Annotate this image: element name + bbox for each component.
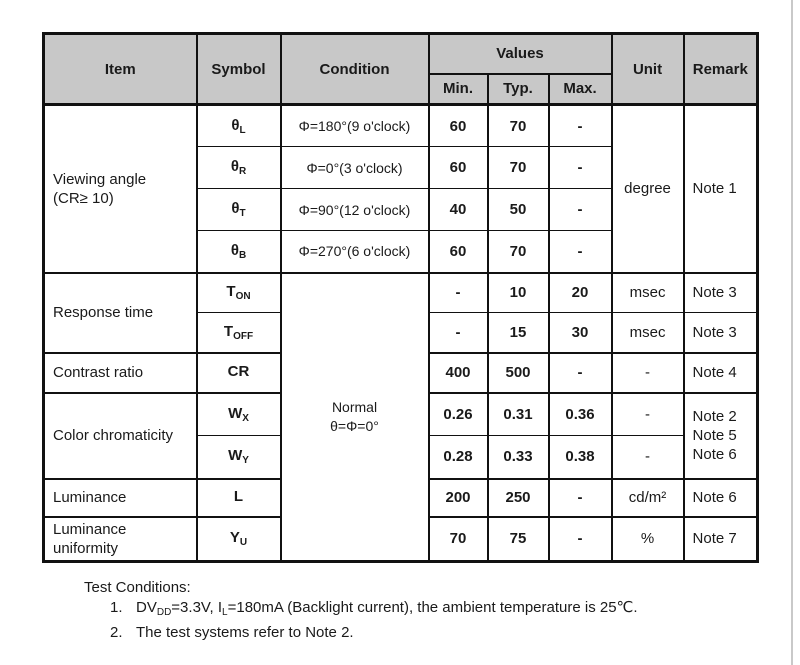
test-condition-2-text: The test systems refer to Note 2. [136, 624, 354, 641]
header-remark: Remark [684, 34, 758, 105]
test-condition-1-text [136, 598, 638, 623]
symbol-sub: Y [242, 455, 249, 467]
min-value: 60 [429, 105, 488, 147]
symbol-cell [197, 436, 281, 479]
min-value: 60 [429, 231, 488, 273]
max-value: 30 [549, 313, 612, 353]
symbol-main: T [226, 283, 236, 301]
symbol-cell [197, 273, 281, 313]
min-value: 70 [429, 517, 488, 562]
unit-viewing-angle: degree [612, 105, 684, 273]
item-viewing-angle-line1: Viewing angle [53, 170, 147, 188]
remark-line: Note 5 [692, 427, 737, 444]
header-typ: Typ. [488, 74, 549, 105]
header-values: Values [429, 34, 612, 74]
text-part: =3.3V, I [171, 599, 223, 616]
typ-value: 250 [488, 479, 549, 517]
typ-value: 70 [488, 231, 549, 273]
item-contrast-ratio: Contrast ratio [44, 353, 197, 393]
page-edge-line [791, 0, 793, 665]
item-line2: uniformity [53, 539, 119, 557]
item-viewing-angle-line2: (CR≥ 10) [53, 189, 114, 207]
unit-cell: msec [612, 273, 684, 313]
symbol-cell [197, 393, 281, 436]
typ-value: 500 [488, 353, 549, 393]
symbol-cell [197, 105, 281, 147]
typ-value: 70 [488, 147, 549, 189]
symbol-sub: R [238, 166, 247, 177]
max-value: - [549, 517, 612, 562]
symbol-main: L [233, 488, 244, 505]
symbol-sub: T [239, 208, 246, 219]
max-value: - [549, 189, 612, 231]
text-part: DV [136, 599, 157, 616]
item-luminance-uniformity [44, 517, 197, 562]
item-luminance: Luminance [44, 479, 197, 517]
symbol-sub: U [239, 537, 248, 548]
symbol-cell [197, 147, 281, 189]
symbol-cell [197, 479, 281, 517]
row-theta-l [44, 105, 758, 147]
text-part: =180mA (Backlight current), the ambient temperature is 25℃. [227, 599, 638, 616]
test-condition-1 [110, 598, 638, 623]
remark-viewing-angle: Note 1 [684, 105, 758, 273]
typ-value: 0.33 [488, 436, 549, 479]
symbol-sub: B [238, 249, 247, 261]
symbol-cell [197, 231, 281, 273]
min-value: - [429, 273, 488, 313]
symbol-sub: L [239, 124, 246, 136]
header-condition: Condition [281, 34, 429, 105]
unit-cell: cd/m² [612, 479, 684, 517]
symbol-sub: ON [235, 291, 251, 303]
typ-value: 50 [488, 189, 549, 231]
header-item: Item [44, 34, 197, 105]
condition-normal-line2: θ=Φ=0° [330, 417, 379, 434]
header-symbol: Symbol [197, 34, 281, 105]
unit-cell: msec [612, 313, 684, 353]
symbol-sub: OFF [233, 330, 254, 342]
condition-cell: Φ=270°(6 o'clock) [281, 231, 429, 273]
remark-cell: Note 6 [684, 479, 758, 517]
min-value: - [429, 313, 488, 353]
condition-cell: Φ=180°(9 o'clock) [281, 105, 429, 147]
min-value: 40 [429, 189, 488, 231]
remark-line: Note 2 [692, 408, 737, 425]
symbol-sub: X [242, 412, 249, 424]
test-condition-2-number: 2. [110, 624, 123, 641]
max-value: - [549, 479, 612, 517]
symbol-main: θ [231, 116, 240, 134]
min-value: 400 [429, 353, 488, 393]
symbol-cell [197, 189, 281, 231]
symbol-main: T [223, 322, 234, 340]
max-value: 0.36 [549, 393, 612, 436]
item-viewing-angle [44, 105, 197, 273]
typ-value: 0.31 [488, 393, 549, 436]
test-condition-1-number: 1. [110, 599, 123, 616]
typ-value: 10 [488, 273, 549, 313]
unit-cell: - [612, 393, 684, 436]
max-value: - [549, 353, 612, 393]
symbol-main: θ [231, 200, 240, 217]
test-conditions [84, 578, 638, 643]
condition-normal-line1: Normal [331, 398, 378, 415]
spec-table [42, 32, 759, 563]
condition-cell: Φ=0°(3 o'clock) [281, 147, 429, 189]
item-response-time: Response time [44, 273, 197, 353]
max-value: 20 [549, 273, 612, 313]
row-t-on [44, 273, 758, 313]
item-line1: Luminance [53, 520, 127, 538]
typ-value: 75 [488, 517, 549, 562]
symbol-main: W [228, 404, 243, 422]
header-row-1 [44, 34, 758, 74]
max-value: - [549, 105, 612, 147]
max-value: - [549, 231, 612, 273]
remark-line: Note 6 [692, 446, 737, 463]
symbol-cell [197, 517, 281, 562]
unit-cell: - [612, 436, 684, 479]
symbol-cell [197, 353, 281, 393]
remark-cell: Note 7 [684, 517, 758, 562]
symbol-main: CR [227, 363, 250, 380]
max-value: - [549, 147, 612, 189]
header-max: Max. [549, 74, 612, 105]
min-value: 200 [429, 479, 488, 517]
symbol-main: Y [229, 529, 240, 546]
symbol-cell [197, 313, 281, 353]
symbol-main: W [228, 447, 243, 465]
condition-normal [281, 273, 429, 562]
unit-cell: - [612, 353, 684, 393]
item-color-chromaticity: Color chromaticity [44, 393, 197, 479]
typ-value: 70 [488, 105, 549, 147]
symbol-main: θ [230, 241, 239, 259]
subscript: DD [156, 607, 172, 618]
remark-cell: Note 3 [684, 273, 758, 313]
header-min: Min. [429, 74, 488, 105]
unit-cell: % [612, 517, 684, 562]
max-value: 0.38 [549, 436, 612, 479]
remark-cell: Note 3 [684, 313, 758, 353]
min-value: 0.28 [429, 436, 488, 479]
subscript: L [222, 607, 228, 618]
header-unit: Unit [612, 34, 684, 105]
remark-color-chromaticity [684, 393, 758, 479]
symbol-main: θ [230, 158, 239, 175]
remark-cell: Note 4 [684, 353, 758, 393]
typ-value: 15 [488, 313, 549, 353]
test-condition-2 [110, 623, 638, 643]
min-value: 0.26 [429, 393, 488, 436]
min-value: 60 [429, 147, 488, 189]
condition-cell: Φ=90°(12 o'clock) [281, 189, 429, 231]
test-conditions-title: Test Conditions: [84, 579, 191, 596]
